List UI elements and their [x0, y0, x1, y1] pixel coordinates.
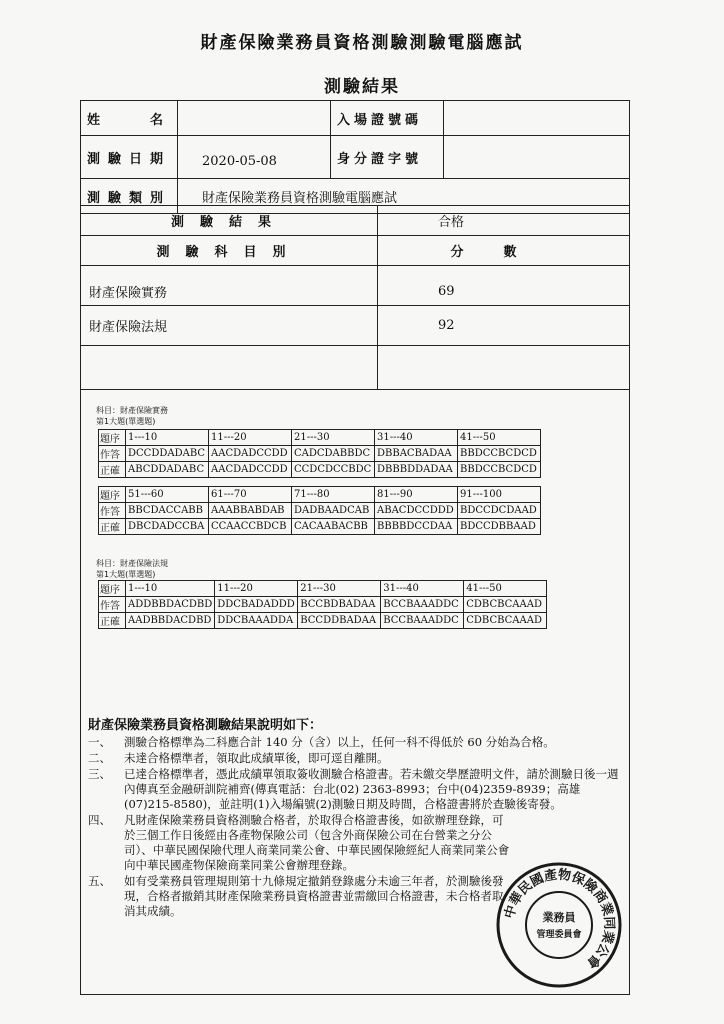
row-label: 題序	[99, 430, 126, 446]
note-number: 一、	[88, 735, 111, 749]
range-cell: 51---60	[126, 487, 209, 503]
page-title: 財產保險業務員資格測驗測驗電腦應試	[200, 33, 524, 53]
range-cell: 91---100	[458, 487, 541, 503]
answer-grid	[98, 429, 541, 478]
type-label: 測驗類別	[81, 179, 178, 214]
correct-cell: BDCCDBBAAD	[458, 519, 541, 535]
note-text: 凡財產保險業務員資格測驗合格者，於取得合格證書後，如欲辦理登錄，可於三個工作日後經由各產物保險公司（包含外商保險公司在台營業之分公司）、中華民國保險代理人商業同業公會、中華民國保險經紀人商業同業公會向中華民國產物保險商業同業公會辦理登錄。	[124, 813, 510, 872]
note-text: 已達合格標準者，憑此成績單領取簽收測驗合格證書。若未繳交學歷證明文件，請於測驗日後一週內傳真至金融研訓院補齊(傳真電話：台北(02) 2363-8993；台中(04)2359-8939；高雄(07)215-8580)，並註明(1)入場編號(2)測驗日期及時間，合格證書將於查驗後寄發。	[124, 767, 619, 811]
row-label: 正確	[99, 613, 126, 629]
correct-cell: DDCBAAADDA	[215, 613, 298, 629]
subject-name: 財產保險實務	[81, 266, 378, 306]
sheet1-section: 第1大題(單選題)	[96, 417, 156, 426]
row-label: 題序	[99, 581, 126, 597]
answer-grid	[98, 486, 541, 535]
answer-cell: DADBAADCAB	[292, 503, 375, 519]
correct-cell: CDBCBCAAAD	[464, 613, 547, 629]
correct-cell: AACDADCCDD	[209, 462, 292, 478]
note-item	[88, 767, 628, 812]
page-subtitle: 測驗結果	[324, 77, 400, 97]
answer-cell: BBCDACCABB	[126, 503, 209, 519]
range-cell: 1---10	[126, 430, 209, 446]
row-label: 題序	[99, 487, 126, 503]
answer-cell: DDCBADADDD	[215, 597, 298, 613]
note-number: 四、	[88, 813, 111, 827]
empty-cell	[81, 346, 378, 390]
sheet1-subject: 科目：財產保險實務	[96, 406, 168, 415]
note-item	[88, 735, 628, 750]
note-item	[88, 751, 628, 766]
row-label: 作答	[99, 446, 126, 462]
range-cell: 31---40	[375, 430, 458, 446]
note-number: 三、	[88, 767, 111, 781]
range-cell: 11---20	[215, 581, 298, 597]
id-label: 身分證字號	[331, 136, 444, 179]
subject-score: 69	[378, 266, 630, 306]
date-value: 2020-05-08	[178, 136, 331, 179]
subject-name: 財產保險法規	[81, 306, 378, 346]
correct-cell: CCAACCBDCB	[209, 519, 292, 535]
note-text: 測驗合格標準為二科應合計 140 分（含）以上，任何一科不得低於 60 分始為合格。	[124, 735, 555, 749]
range-cell: 21---30	[298, 581, 381, 597]
correct-cell: AADBBDACDBD	[126, 613, 215, 629]
answer-cell: AAABBABDAB	[209, 503, 292, 519]
seal-center-line1: 業務員	[542, 911, 576, 924]
note-number: 二、	[88, 751, 111, 765]
correct-cell: ABCDDADABC	[126, 462, 209, 478]
range-cell: 41---50	[464, 581, 547, 597]
note-number: 五、	[88, 874, 111, 888]
result-label: 測驗結果	[81, 206, 378, 236]
correct-cell: DBCDADCCBA	[126, 519, 209, 535]
answer-cell: DCCDDADABC	[126, 446, 209, 462]
note-text: 未達合格標準者，領取此成績單後，即可逕自離開。	[124, 751, 389, 765]
answer-cell: BCCBAAADDC	[381, 597, 464, 613]
seal-inner-ring	[526, 892, 592, 958]
range-cell: 41---50	[458, 430, 541, 446]
admission-label: 入場證號碼	[331, 101, 444, 136]
correct-cell: BCCDDBADAA	[298, 613, 381, 629]
correct-cell: DBBBDDADAA	[375, 462, 458, 478]
result-table	[80, 205, 630, 390]
answer-cell: DBBACBADAA	[375, 446, 458, 462]
correct-cell: CCDCDCCBDC	[292, 462, 375, 478]
official-seal	[494, 860, 624, 990]
range-cell: 21---30	[292, 430, 375, 446]
notes-title: 財產保險業務員資格測驗結果說明如下：	[88, 718, 323, 733]
row-label: 正確	[99, 519, 126, 535]
empty-cell	[378, 346, 630, 390]
score-label: 分數	[378, 236, 630, 266]
type-value: 財產保險業務員資格測驗電腦應試	[178, 179, 630, 214]
answer-cell: BDCCDCDAAD	[458, 503, 541, 519]
answer-cell: CDBCBCAAAD	[464, 597, 547, 613]
candidate-info-table	[80, 100, 630, 214]
row-label: 作答	[99, 597, 126, 613]
subject-score: 92	[378, 306, 630, 346]
subject-label: 測驗科目別	[81, 236, 378, 266]
sheet2-subject: 科目：財產保險法規	[96, 559, 168, 568]
correct-cell: CACAABACBB	[292, 519, 375, 535]
result-value: 合格	[378, 206, 630, 236]
correct-cell: BBDCCBCDCD	[458, 462, 541, 478]
range-cell: 11---20	[209, 430, 292, 446]
date-label: 測驗日期	[81, 136, 178, 179]
correct-cell: BCCBAAADDC	[381, 613, 464, 629]
answer-cell: AACDADCCDD	[209, 446, 292, 462]
range-cell: 71---80	[292, 487, 375, 503]
answer-cell: BBDCCBCDCD	[458, 446, 541, 462]
name-value	[178, 101, 331, 136]
row-label: 正確	[99, 462, 126, 478]
answer-cell: ADDBBDACDBD	[126, 597, 215, 613]
answer-cell: BCCBDBADAA	[298, 597, 381, 613]
id-value	[444, 136, 630, 179]
range-cell: 81---90	[375, 487, 458, 503]
answer-cell: CADCDABBDC	[292, 446, 375, 462]
range-cell: 1---10	[126, 581, 215, 597]
name-label: 姓 名	[81, 101, 178, 136]
admission-value	[444, 101, 630, 136]
seal-center-line2: 管理委員會	[536, 930, 582, 940]
note-text: 如有受業務員管理規則第十九條規定撤銷登錄處分未逾三年者，於測驗後發現，合格者撤銷其財產保險業務員資格證書並需繳回合格證書，未合格者取消其成績。	[124, 874, 504, 918]
sheet2-section: 第1大題(單選題)	[96, 570, 156, 579]
answer-cell: ABACDCCDDD	[375, 503, 458, 519]
answer-grid	[98, 580, 547, 629]
range-cell: 61---70	[209, 487, 292, 503]
row-label: 作答	[99, 503, 126, 519]
seal-ring-text: 中華民國產物保險商業同業公會	[502, 867, 617, 971]
correct-cell: BBBBDCCDAA	[375, 519, 458, 535]
range-cell: 31---40	[381, 581, 464, 597]
